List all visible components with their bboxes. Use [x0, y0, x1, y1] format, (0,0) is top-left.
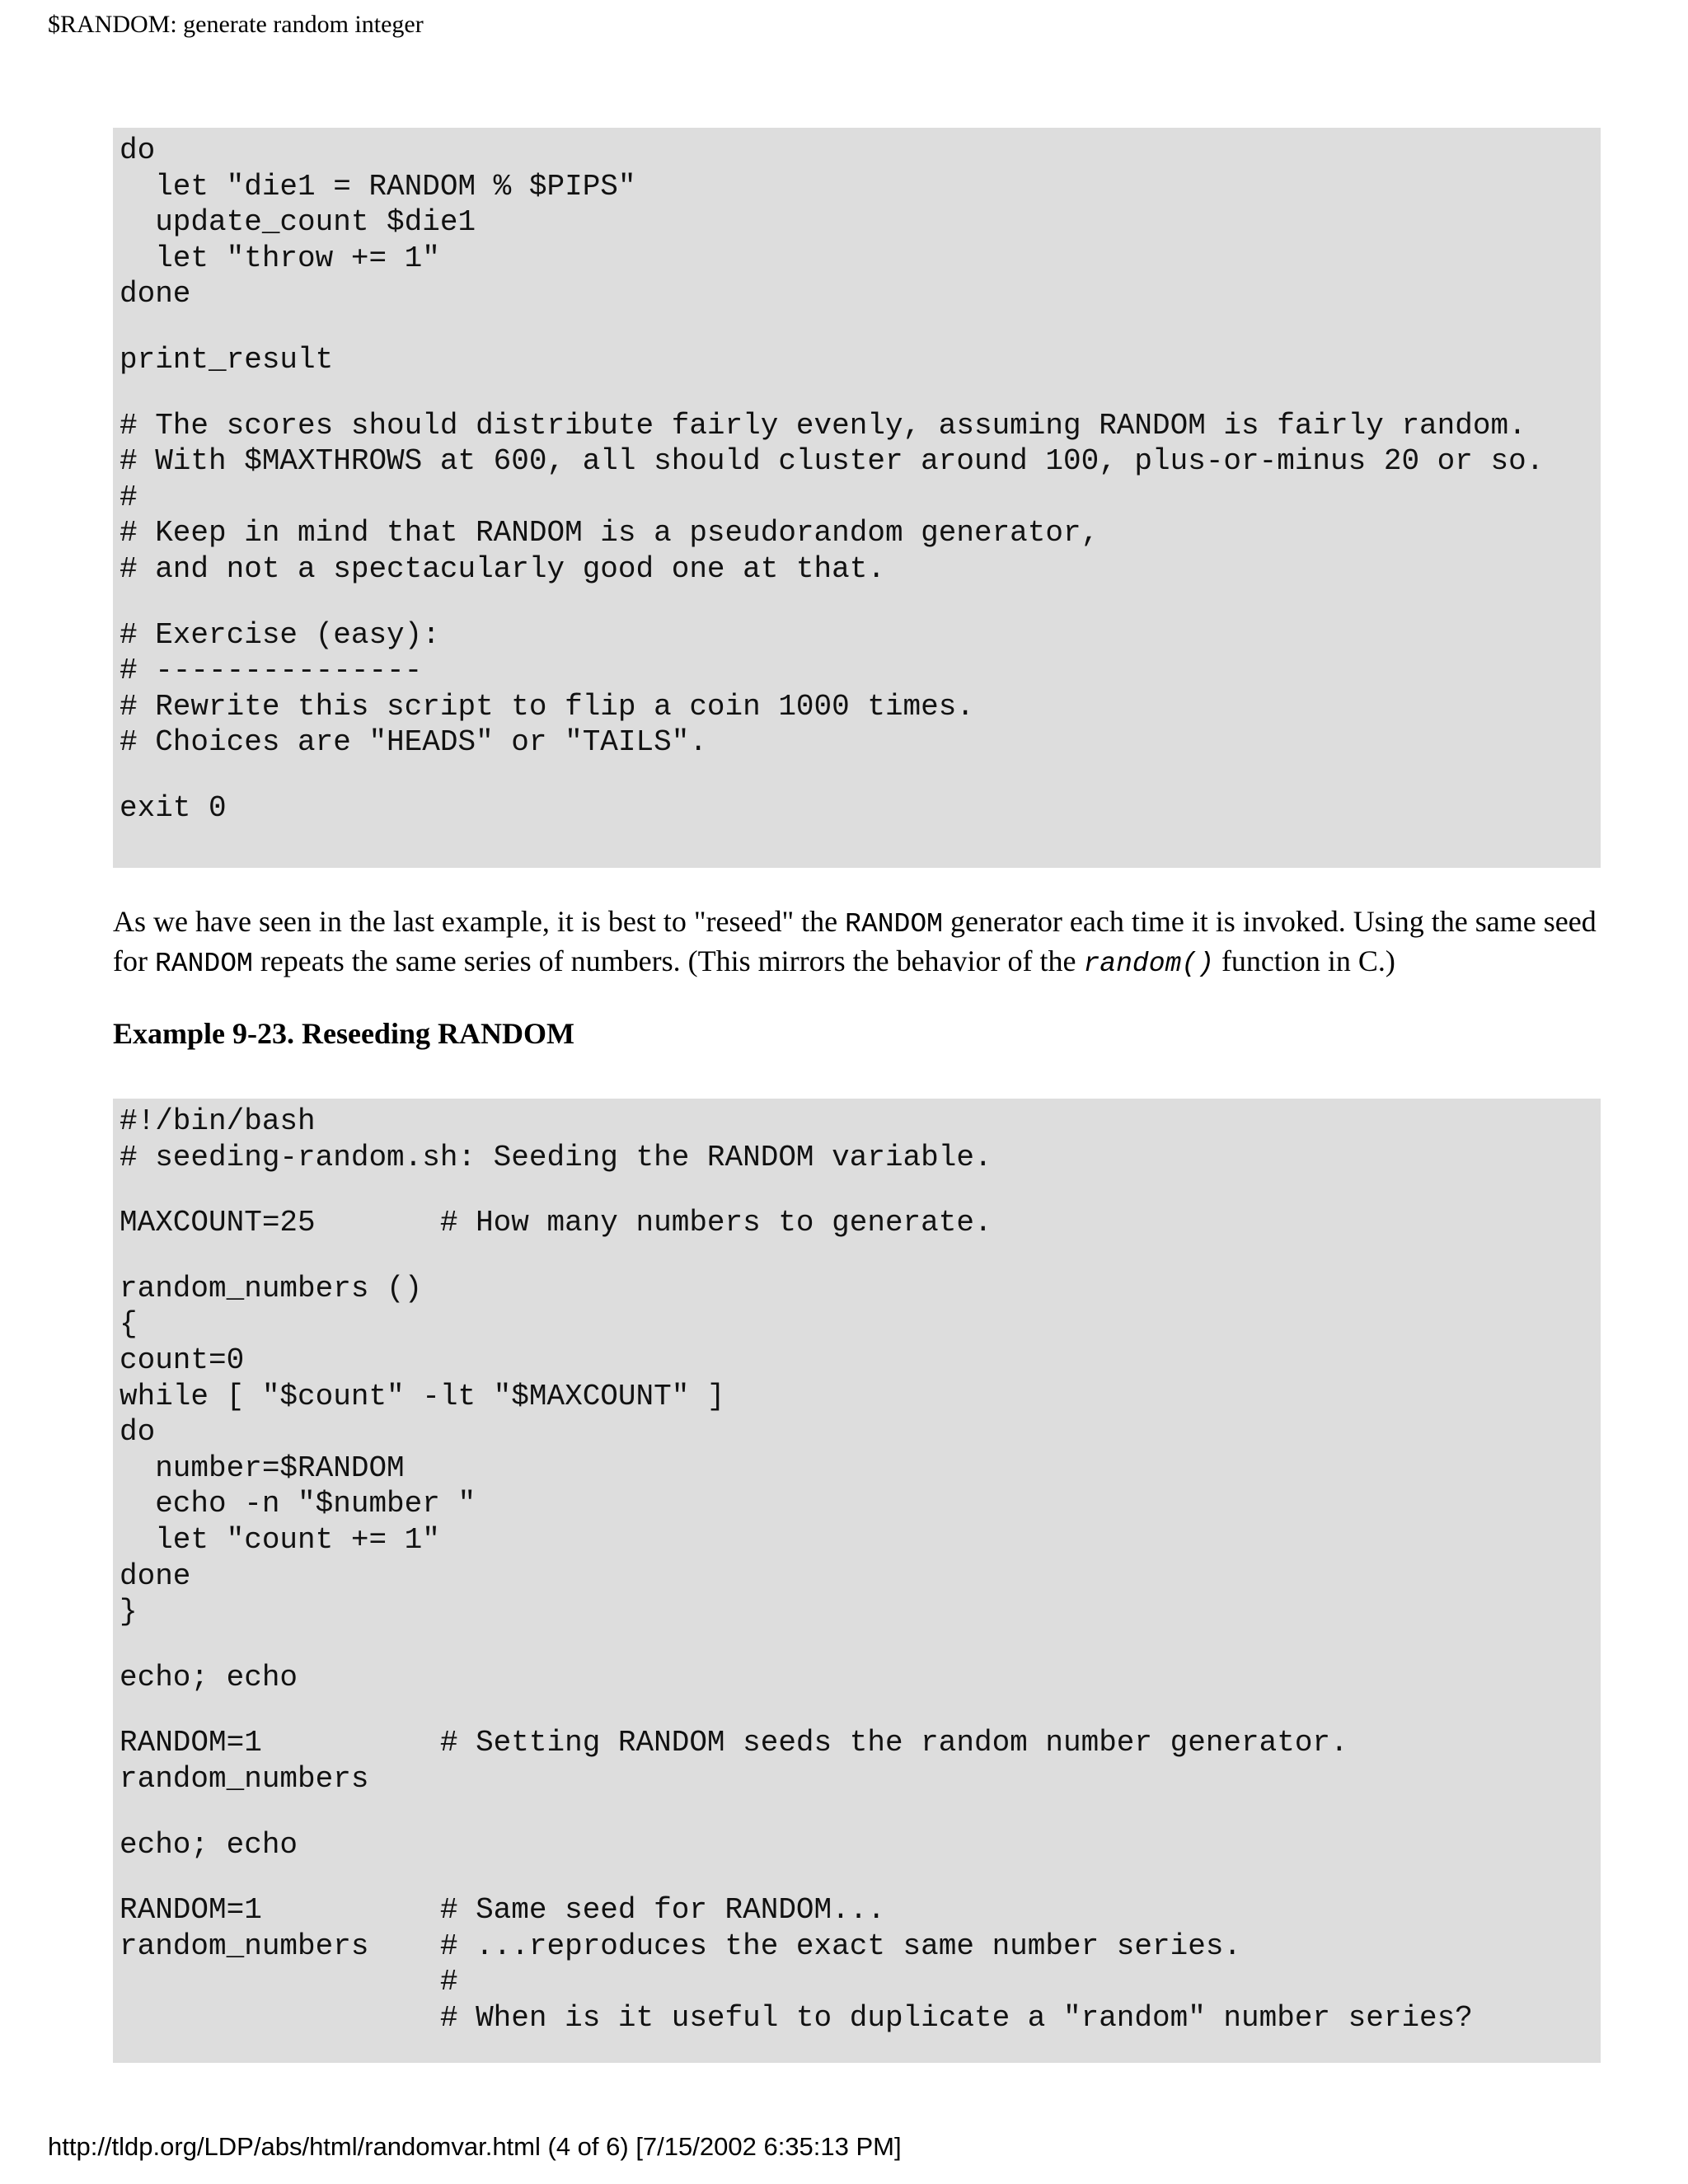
code-line: # Rewrite this script to flip a coin 1000 times.	[120, 689, 974, 724]
code-line: while [ "$count" -lt "$MAXCOUNT" ]	[120, 1379, 725, 1413]
code-line: let "throw += 1"	[120, 241, 440, 275]
code-line: number=$RANDOM	[120, 1451, 405, 1485]
inline-code-random: RANDOM	[845, 909, 943, 940]
code-line: update_count $die1	[120, 205, 476, 240]
code-line: let "count += 1"	[120, 1522, 440, 1557]
code-line: random_numbers	[120, 1761, 369, 1796]
paragraph-text: generator each time it is invoked. Using the same seed for	[113, 905, 1597, 977]
code-line: RANDOM=1 # Same seed for RANDOM...	[120, 1893, 885, 1928]
code-line: let "die1 = RANDOM % $PIPS"	[120, 169, 636, 204]
code-line: exit 0	[120, 790, 227, 825]
code-line: do	[120, 1415, 156, 1450]
page-footer-url: http://tldp.org/LDP/abs/html/randomvar.html (4 of 6) [7/15/2002 6:35:13 PM]	[48, 2132, 902, 2161]
paragraph-text: As we have seen in the last example, it is best to "reseed" the	[113, 905, 846, 938]
code-line: done	[120, 277, 191, 312]
code-line: MAXCOUNT=25 # How many numbers to generate.	[120, 1206, 992, 1240]
code-line: RANDOM=1 # Setting RANDOM seeds the random number generator.	[120, 1726, 1348, 1760]
paragraph-text: repeats the same series of numbers. (This mirrors the behavior of the	[252, 944, 1084, 977]
code-line: #!/bin/bash	[120, 1104, 316, 1138]
code-line: # When is it useful to duplicate a "random" number series?	[120, 2000, 1473, 2035]
code-line: #	[120, 1965, 458, 1999]
code-line: # Choices are "HEADS" or "TAILS".	[120, 725, 707, 760]
code-line: echo; echo	[120, 1827, 298, 1862]
code-block-seeding-random	[113, 1099, 1601, 2063]
inline-code-random-function: random()	[1083, 949, 1214, 979]
code-line: random_numbers ()	[120, 1271, 423, 1305]
code-line: # The scores should distribute fairly evenly, assuming RANDOM is fairly random.	[120, 408, 1526, 443]
code-line: #	[120, 480, 138, 514]
code-line: # Exercise (easy):	[120, 617, 440, 652]
code-line: echo; echo	[120, 1660, 298, 1694]
code-line: # Keep in mind that RANDOM is a pseudorandom generator,	[120, 516, 1100, 551]
inline-code-random: RANDOM	[154, 949, 253, 979]
code-line: count=0	[120, 1343, 245, 1377]
code-line: echo -n "$number "	[120, 1487, 476, 1521]
code-line: # seeding-random.sh: Seeding the RANDOM variable.	[120, 1140, 992, 1174]
code-line: print_result	[120, 342, 334, 377]
code-line: # With $MAXTHROWS at 600, all should cluster around 100, plus-or-minus 20 or so.	[120, 444, 1545, 479]
paragraph-reseed	[113, 903, 1621, 982]
code-block-dice-script	[113, 128, 1601, 868]
page-header: $RANDOM: generate random integer	[48, 11, 424, 38]
code-line: do	[120, 134, 156, 167]
code-line: random_numbers # ...reproduces the exact same number series.	[120, 1929, 1242, 1963]
code-line: {	[120, 1307, 138, 1342]
paragraph-text: function in C.)	[1213, 944, 1395, 977]
code-line: # and not a spectacularly good one at that.	[120, 551, 885, 586]
code-line: done	[120, 1558, 191, 1593]
code-line: # ---------------	[120, 654, 423, 688]
example-title: Example 9-23. Reseeding RANDOM	[113, 1017, 574, 1050]
code-line: }	[120, 1595, 138, 1629]
